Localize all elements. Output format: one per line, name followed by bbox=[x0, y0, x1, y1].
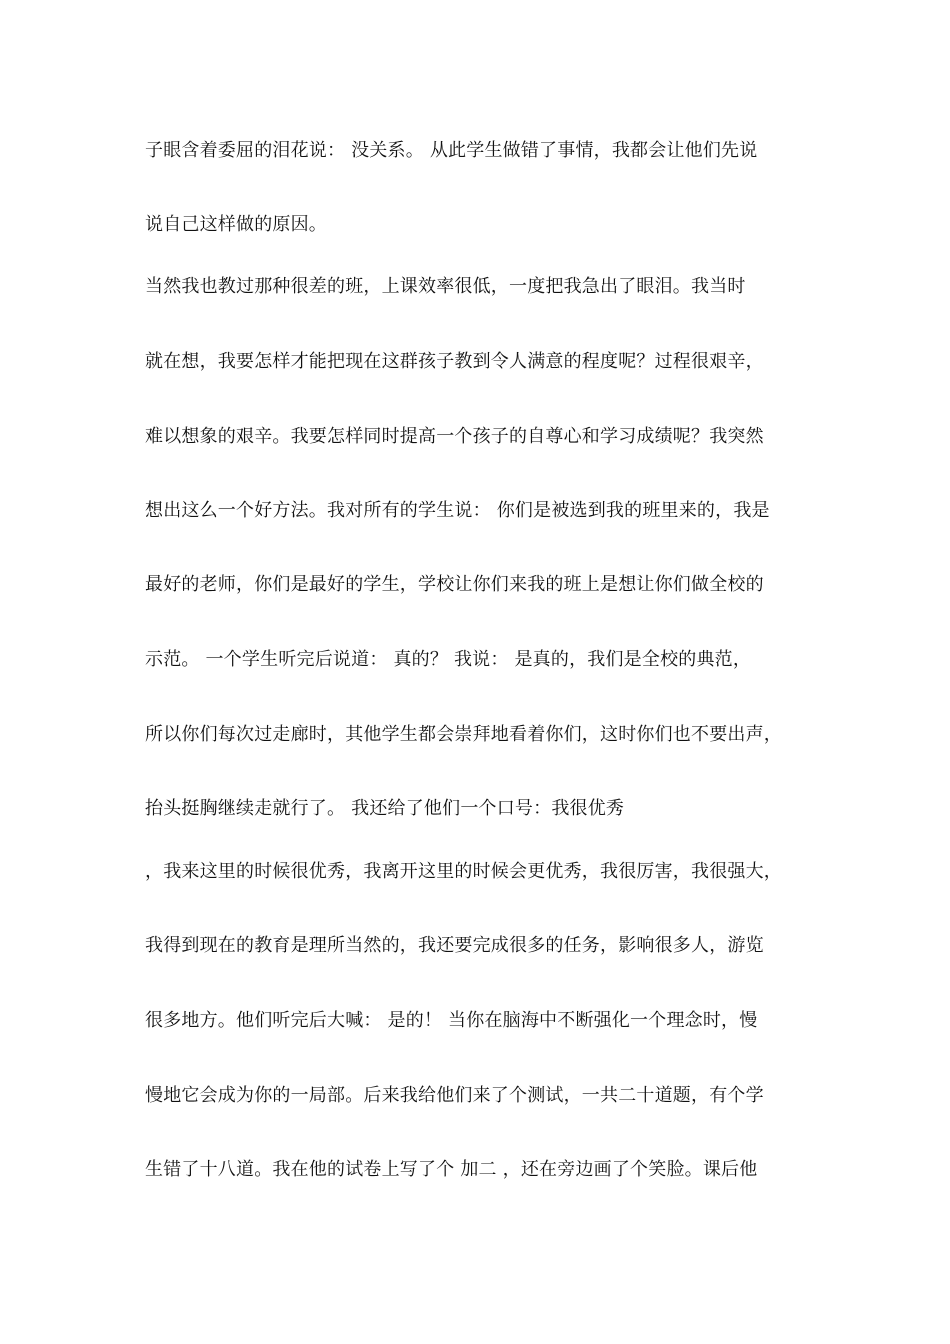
text-line: 说自己这样做的原因。 bbox=[145, 214, 327, 235]
text-line: 生错了十八道。我在他的试卷上写了个 加二 ，还在旁边画了个笑脸。课后他 bbox=[145, 1159, 758, 1180]
text-line: 抬头挺胸继续走就行了。 我还给了他们一个口号：我很优秀 bbox=[145, 798, 625, 819]
text-line: 难以想象的艰辛。我要怎样同时提高一个孩子的自尊心和学习成绩呢？我突然 bbox=[145, 426, 764, 447]
text-line: ，我来这里的时候很优秀，我离开这里的时候会更优秀，我很厉害，我很强大， bbox=[145, 861, 782, 882]
text-line: 最好的老师，你们是最好的学生，学校让你们来我的班上是想让你们做全校的 bbox=[145, 574, 764, 595]
text-line: 示范。 一个学生听完后说道： 真的？ 我说： 是真的，我们是全校的典范， bbox=[145, 649, 752, 670]
text-line: 想出这么一个好方法。我对所有的学生说： 你们是被选到我的班里来的，我是 bbox=[145, 500, 770, 521]
text-line: 所以你们每次过走廊时，其他学生都会崇拜地看着你们，这时你们也不要出声， bbox=[145, 724, 782, 745]
text-line: 我得到现在的教育是理所当然的，我还要完成很多的任务，影响很多人，游览 bbox=[145, 935, 764, 956]
text-line: 当然我也教过那种很差的班，上课效率很低，一度把我急出了眼泪。我当时 bbox=[145, 276, 746, 297]
text-line: 很多地方。他们听完后大喊： 是的！ 当你在脑海中不断强化一个理念时，慢 bbox=[145, 1010, 758, 1031]
text-line: 就在想，我要怎样才能把现在这群孩子教到令人满意的程度呢？过程很艰辛， bbox=[145, 351, 764, 372]
text-line: 慢地它会成为你的一局部。后来我给他们来了个测试，一共二十道题，有个学 bbox=[145, 1085, 764, 1106]
text-line: 子眼含着委屈的泪花说： 没关系。 从此学生做错了事情，我都会让他们先说 bbox=[145, 140, 758, 161]
